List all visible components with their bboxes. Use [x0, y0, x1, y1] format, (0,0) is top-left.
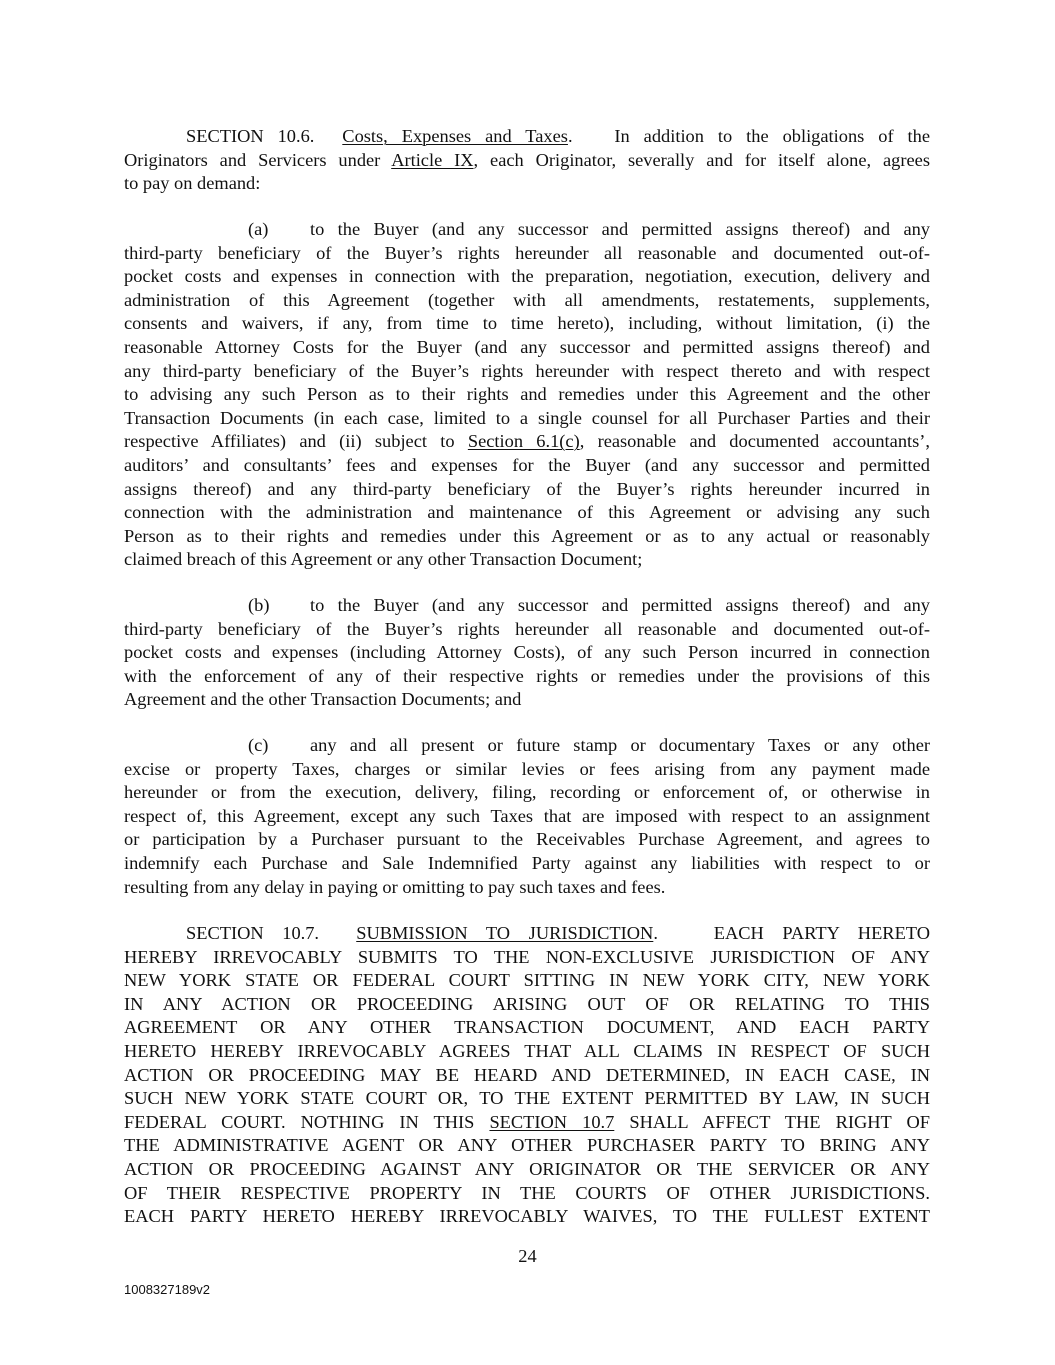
- clause-line: excise or property Taxes, charges or similar levies or fees arising from any payment made: [124, 758, 930, 779]
- clause-line: pocket costs and expenses (including Attorney Costs), of any such Person incurred in connection: [124, 642, 930, 663]
- section-10-6-intro: [124, 125, 930, 196]
- section-10-7: [124, 922, 930, 1229]
- clause-line: reasonable Attorney Costs for the Buyer (and any successor and permitted assigns thereof) and: [124, 336, 930, 357]
- article-ix-reference: Article IX: [391, 149, 474, 170]
- clause-label: (c): [248, 735, 269, 755]
- clause-line: administration of this Agreement (together with all amendments, restatements, supplements,: [124, 289, 930, 310]
- clause-a: [124, 218, 930, 572]
- section-10-7-line: FEDERAL COURT. NOTHING IN THIS SECTION 10.7 SHALL AFFECT THE RIGHT OF: [124, 1111, 930, 1132]
- section-10-7-line: OF THEIR RESPECTIVE PROPERTY IN THE COURTS OF OTHER JURISDICTIONS.: [124, 1182, 930, 1203]
- clause-c: [124, 734, 930, 899]
- section-10-7-line: EACH PARTY HERETO HEREBY IRREVOCABLY WAIVES, TO THE FULLEST EXTENT: [124, 1206, 930, 1227]
- clause-line: with the enforcement of any of their respective rights or remedies under the provisions of this: [124, 665, 930, 686]
- section-title: Costs, Expenses and Taxes: [342, 126, 568, 146]
- clause-line: to advising any such Person as to their rights and remedies under this Agreement and the other: [124, 384, 930, 405]
- section-number: SECTION 10.6.: [186, 126, 315, 146]
- section-10-7-line: HEREBY IRREVOCABLY SUBMITS TO THE NON-EXCLUSIVE JURISDICTION OF ANY: [124, 946, 930, 967]
- clause-line: any third-party beneficiary of the Buyer’s rights hereunder with respect thereto and with respect: [124, 360, 930, 381]
- clause-line: connection with the administration and maintenance of this Agreement or advising any such: [124, 502, 930, 523]
- page-number: 24: [518, 1246, 537, 1266]
- clause-first-line: (b) to the Buyer (and any successor and permitted assigns thereof) and any: [124, 594, 930, 618]
- clause-line: claimed breach of this Agreement or any other Transaction Document;: [124, 549, 643, 570]
- section-10-7-line: SUCH NEW YORK STATE COURT OR, TO THE EXTENT PERMITTED BY LAW, IN SUCH: [124, 1088, 930, 1109]
- section-10-7-line: THE ADMINISTRATIVE AGENT OR ANY OTHER PURCHASER PARTY TO BRING ANY: [124, 1135, 930, 1156]
- clause-line: consents and waivers, if any, from time to time hereto), including, without limitation, (i) the: [124, 313, 930, 334]
- cross-reference: Section 6.1(c): [467, 431, 580, 452]
- clause-line: third-party beneficiary of the Buyer’s rights hereunder all reasonable and documented out-of-: [124, 618, 930, 639]
- clause-line: Person as to their rights and remedies under this Agreement or as to any actual or reasonably: [124, 525, 930, 546]
- cross-reference: SECTION 10.7: [489, 1111, 615, 1132]
- clause-first-line: (c) any and all present or future stamp or documentary Taxes or any other: [124, 734, 930, 758]
- section-10-7-line: ACTION OR PROCEEDING MAY BE HEARD AND DETERMINED, IN EACH CASE, IN: [124, 1064, 930, 1085]
- section-10-6-heading-line: SECTION 10.6. Costs, Expenses and Taxes. In addition to the obligations of the: [186, 126, 930, 146]
- clause-line: third-party beneficiary of the Buyer’s rights hereunder all reasonable and documented out-of-: [124, 242, 930, 263]
- section-10-6-intro-line-2: Originators and Servicers under Article IX, each Originator, severally and for itself alone, agrees: [124, 149, 930, 170]
- clause-line: pocket costs and expenses in connection with the preparation, negotiation, execution, delivery and: [124, 266, 930, 287]
- clause-label: (b): [248, 595, 270, 615]
- section-title: SUBMISSION TO JURISDICTION: [356, 923, 654, 943]
- section-number: SECTION 10.7.: [186, 923, 320, 943]
- clause-b: [124, 594, 930, 712]
- clause-line: auditors’ and consultants’ fees and expenses for the Buyer (and any successor and permitted: [124, 454, 930, 475]
- clause-line: hereunder or from the execution, delivery, filing, recording or enforcement of, or otherwise in: [124, 782, 930, 803]
- clause-line: respect of, this Agreement, except any such Taxes that are imposed with respect to an assignment: [124, 805, 930, 826]
- section-intro-text: In addition to the obligations of the: [614, 126, 930, 146]
- clause-line: indemnify each Purchase and Sale Indemnified Party against any liabilities with respect to or: [124, 852, 930, 873]
- clause-line: respective Affiliates) and (ii) subject to Section 6.1(c), reasonable and documented accountants’,: [124, 431, 930, 452]
- clause-first-line: (a) to the Buyer (and any successor and permitted assigns thereof) and any: [124, 218, 930, 242]
- document-id: 1008327189v2: [124, 1282, 211, 1297]
- clause-line: assigns thereof) and any third-party beneficiary of the Buyer’s rights hereunder incurred in: [124, 478, 930, 499]
- section-10-6-intro-line-3: to pay on demand:: [124, 173, 261, 194]
- section-10-7-line: IN ANY ACTION OR PROCEEDING ARISING OUT OF OR RELATING TO THIS: [124, 993, 930, 1014]
- clause-line: resulting from any delay in paying or omitting to pay such taxes and fees.: [124, 876, 666, 897]
- clause-line: Transaction Documents (in each case, limited to a single counsel for all Purchaser Parties and their: [124, 407, 930, 428]
- clause-line: Agreement and the other Transaction Documents; and: [124, 689, 522, 710]
- section-10-7-heading-line: SECTION 10.7. SUBMISSION TO JURISDICTION. EACH PARTY HERETO: [186, 923, 930, 943]
- section-10-7-line: ACTION OR PROCEEDING AGAINST ANY ORIGINATOR OR THE SERVICER OR ANY: [124, 1158, 930, 1179]
- section-10-7-line: NEW YORK STATE OR FEDERAL COURT SITTING IN NEW YORK CITY, NEW YORK: [124, 970, 930, 991]
- section-10-7-body: [124, 946, 930, 1229]
- section-10-7-line: HERETO HEREBY IRREVOCABLY AGREES THAT ALL CLAIMS IN RESPECT OF SUCH: [124, 1040, 930, 1061]
- section-10-7-line: AGREEMENT OR ANY OTHER TRANSACTION DOCUMENT, AND EACH PARTY: [124, 1017, 930, 1038]
- clause-label: (a): [248, 219, 269, 239]
- clause-line: or participation by a Purchaser pursuant to the Receivables Purchase Agreement, and agrees to: [124, 829, 930, 850]
